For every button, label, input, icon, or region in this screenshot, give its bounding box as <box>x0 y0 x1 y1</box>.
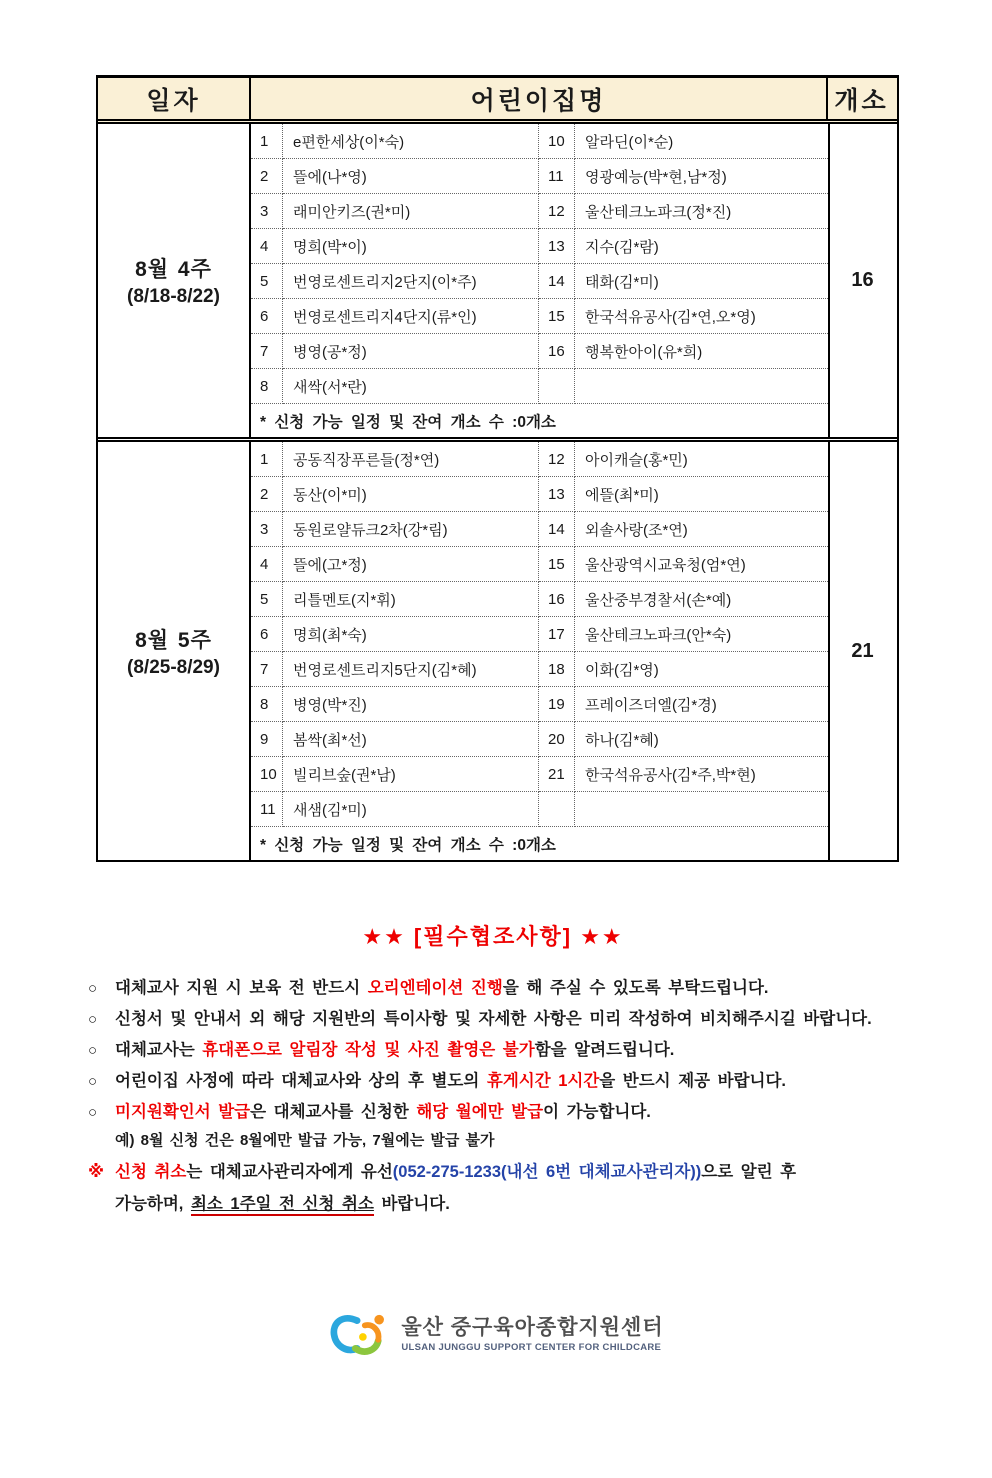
entry-number: 5 <box>251 264 283 299</box>
notice-text-segment: 신청서 및 안내서 외 해당 지원반의 특이사항 및 자세한 사항은 미리 작성하여 비치해주시길 바랍니다. <box>115 1010 872 1028</box>
org-logo-icon <box>328 1312 392 1358</box>
entry-number: 13 <box>539 477 575 512</box>
week-date-label <box>98 124 251 437</box>
entry-name: 병영(박*진) <box>283 687 539 722</box>
bullet-text <box>115 1097 651 1128</box>
entry-name: 에뜰(최*미) <box>575 477 828 512</box>
bullet-item <box>88 1035 914 1066</box>
week-block <box>98 442 897 860</box>
entry-number: 20 <box>539 722 575 757</box>
entry-name <box>575 369 828 404</box>
entry-number: 4 <box>251 229 283 264</box>
entry-name: 울산테크노파크(안*숙) <box>575 617 828 652</box>
entry-number <box>539 369 575 404</box>
note-bold: 0개소 <box>517 413 556 431</box>
entry-number: 8 <box>251 369 283 404</box>
bullet-item <box>88 1004 914 1035</box>
bullet-marker: ○ <box>88 1011 98 1028</box>
footer <box>0 1312 992 1358</box>
entry-number: 3 <box>251 512 283 547</box>
entry-name: 아이캐슬(홍*민) <box>575 442 828 477</box>
entry-name: 공동직장푸른들(정*연) <box>283 442 539 477</box>
entry-number: 1 <box>251 124 283 159</box>
entry-number: 5 <box>251 582 283 617</box>
bullet-text <box>115 973 768 1004</box>
week-label-line1: 8월 5주 <box>135 628 212 652</box>
entry-name: 번영로센트리지2단지(이*주) <box>283 264 539 299</box>
entry-name: 프레이즈더엘(김*경) <box>575 687 828 722</box>
notice-text-segment: 대체교사는 <box>115 1041 203 1059</box>
note-prefix: * 신청 가능 일정 및 잔여 개소 수 : <box>260 413 518 431</box>
bullet-item <box>88 1066 914 1097</box>
entry-number: 6 <box>251 299 283 334</box>
entry-number: 9 <box>251 722 283 757</box>
entry-name: e편한세상(이*숙) <box>283 124 539 159</box>
bullet-text <box>115 1004 872 1035</box>
header-cell-count: 개소 <box>834 86 889 115</box>
entry-name: 한국석유공사(김*주,박*현) <box>575 757 828 792</box>
table-header <box>98 78 897 124</box>
entry-number: 10 <box>251 757 283 792</box>
schedule-table <box>96 75 899 862</box>
notice-heading: ★★ [필수협조사항] ★★ <box>362 924 624 949</box>
entry-name: 알라딘(이*순) <box>575 124 828 159</box>
bullet-item <box>88 1097 914 1128</box>
bullet-text <box>115 1035 674 1066</box>
entry-name: 병영(공*정) <box>283 334 539 369</box>
entry-number: 11 <box>251 792 283 827</box>
notice-text-segment: 바랍니다. <box>373 1195 450 1213</box>
table-body <box>98 124 897 860</box>
notice-text-segment: 휴대폰으로 알림장 작성 및 사진 촬영은 불가 <box>202 1041 535 1059</box>
notice-text-segment: 대체교사 지원 시 보육 전 반드시 <box>115 979 368 997</box>
entry-name: 울산테크노파크(정*진) <box>575 194 828 229</box>
notice-text-segment: 으로 알린 후 <box>701 1163 797 1181</box>
notice-section <box>88 920 914 1220</box>
entry-name: 울산광역시교육청(엄*연) <box>575 547 828 582</box>
bullet-marker: ○ <box>88 1104 98 1121</box>
week-label-line2: (8/18-8/22) <box>127 286 220 307</box>
week-note <box>251 404 828 437</box>
entry-name: 번영로센트리지5단지(김*혜) <box>283 652 539 687</box>
week-date-label <box>98 442 251 860</box>
entry-number: 13 <box>539 229 575 264</box>
warning-text <box>115 1156 796 1188</box>
entry-number: 2 <box>251 159 283 194</box>
notice-text-segment: 가능하며, <box>115 1195 191 1213</box>
entry-number: 15 <box>539 299 575 334</box>
entry-name: 동산(이*미) <box>283 477 539 512</box>
entry-name: 새샘(김*미) <box>283 792 539 827</box>
entry-name: 래미안키즈(권*미) <box>283 194 539 229</box>
entry-name: 태화(김*미) <box>575 264 828 299</box>
notice-text-segment: 신청 취소 <box>115 1163 187 1181</box>
entry-name: 동원로얄듀크2차(강*림) <box>283 512 539 547</box>
entry-name: 외솔사랑(조*연) <box>575 512 828 547</box>
notice-text-segment: 을 반드시 제공 바랍니다. <box>599 1072 787 1090</box>
warning-note <box>88 1156 914 1220</box>
org-text <box>401 1316 663 1353</box>
entry-number: 21 <box>539 757 575 792</box>
entry-number: 16 <box>539 334 575 369</box>
entry-number: 12 <box>539 442 575 477</box>
week-count: 16 <box>828 124 895 437</box>
entry-number: 7 <box>251 334 283 369</box>
entry-number: 14 <box>539 264 575 299</box>
entry-name: 봄싹(최*선) <box>283 722 539 757</box>
warning-line1 <box>88 1156 914 1188</box>
entry-name: 번영로센트리지4단지(류*인) <box>283 299 539 334</box>
notice-text-segment: 이 가능합니다. <box>543 1103 651 1121</box>
entry-name: 새싹(서*란) <box>283 369 539 404</box>
notice-text-segment: 휴게시간 1시간 <box>486 1072 600 1090</box>
entry-number: 16 <box>539 582 575 617</box>
entry-name: 지수(김*람) <box>575 229 828 264</box>
entry-name: 빌리브숲(권*남) <box>283 757 539 792</box>
entry-name: 하나(김*혜) <box>575 722 828 757</box>
bullet-marker: ○ <box>88 1073 98 1090</box>
entry-number: 6 <box>251 617 283 652</box>
entry-name: 명희(박*이) <box>283 229 539 264</box>
entry-number: 14 <box>539 512 575 547</box>
entry-name: 행복한아이(유*희) <box>575 334 828 369</box>
entry-number: 18 <box>539 652 575 687</box>
entry-name: 영광예능(박*현,남*정) <box>575 159 828 194</box>
header-cell-name: 어린이집명 <box>251 78 828 119</box>
note-bold: 0개소 <box>517 836 556 854</box>
entry-name: 뜰에(고*정) <box>283 547 539 582</box>
header-cell-date: 일자 <box>98 78 251 119</box>
entry-name: 명희(최*숙) <box>283 617 539 652</box>
notice-text-segment: 는 대체교사관리자에게 유선 <box>186 1163 393 1181</box>
notice-text-segment: 오리엔테이션 진행 <box>367 979 503 997</box>
entry-number: 15 <box>539 547 575 582</box>
week-note <box>251 827 828 860</box>
entry-number: 8 <box>251 687 283 722</box>
entry-name: 한국석유공사(김*연,오*영) <box>575 299 828 334</box>
entry-number <box>539 792 575 827</box>
notice-text-segment: 미지원확인서 발급 <box>115 1103 251 1121</box>
notice-text-segment: 은 대체교사를 신청한 <box>250 1103 417 1121</box>
week-count: 21 <box>828 442 895 860</box>
org-name-ko: 울산 중구육아종합지원센터 <box>401 1316 664 1340</box>
entry-name: 울산중부경찰서(손*예) <box>575 582 828 617</box>
warning-marker: ※ <box>88 1163 105 1181</box>
entry-name: 이화(김*영) <box>575 652 828 687</box>
entry-name: 뜰에(나*영) <box>283 159 539 194</box>
bullet-marker: ○ <box>88 980 98 997</box>
notice-text-segment: 함을 알려드립니다. <box>534 1041 675 1059</box>
week-label-line2: (8/25-8/29) <box>127 656 220 678</box>
notice-text-segment: 해당 월에만 발급 <box>416 1103 544 1121</box>
notice-text-segment: 최소 1주일 전 신청 취소 <box>191 1195 374 1216</box>
entry-number: 19 <box>539 687 575 722</box>
entry-number: 3 <box>251 194 283 229</box>
entry-number: 12 <box>539 194 575 229</box>
entry-name <box>575 792 828 827</box>
notice-text-segment: (052-275-1233(내선 6번 대체교사관리자)) <box>392 1163 702 1181</box>
entry-number: 2 <box>251 477 283 512</box>
bullet-subline: 예) 8월 신청 건은 8월에만 발급 가능, 7월에는 발급 불가 <box>115 1132 495 1149</box>
notice-text-segment: 을 해 주실 수 있도록 부탁드립니다. <box>502 979 769 997</box>
warning-line2 <box>115 1188 914 1220</box>
entry-number: 7 <box>251 652 283 687</box>
org-name-en: ULSAN JUNGGU SUPPORT CENTER FOR CHILDCARE <box>401 1341 662 1353</box>
notice-list <box>88 973 914 1154</box>
entry-number: 10 <box>539 124 575 159</box>
notice-text-segment: 어린이집 사정에 따라 대체교사와 상의 후 별도의 <box>115 1072 487 1090</box>
week-label-line1: 8월 4주 <box>135 258 212 281</box>
note-prefix: * 신청 가능 일정 및 잔여 개소 수 : <box>260 836 518 854</box>
entry-number: 4 <box>251 547 283 582</box>
entry-number: 17 <box>539 617 575 652</box>
bullet-item <box>88 973 914 1004</box>
entry-number: 11 <box>539 159 575 194</box>
bullet-text <box>115 1066 786 1097</box>
entry-number: 1 <box>251 442 283 477</box>
bullet-marker: ○ <box>88 1042 98 1059</box>
week-block <box>98 124 897 442</box>
entry-name: 리틀멘토(지*휘) <box>283 582 539 617</box>
